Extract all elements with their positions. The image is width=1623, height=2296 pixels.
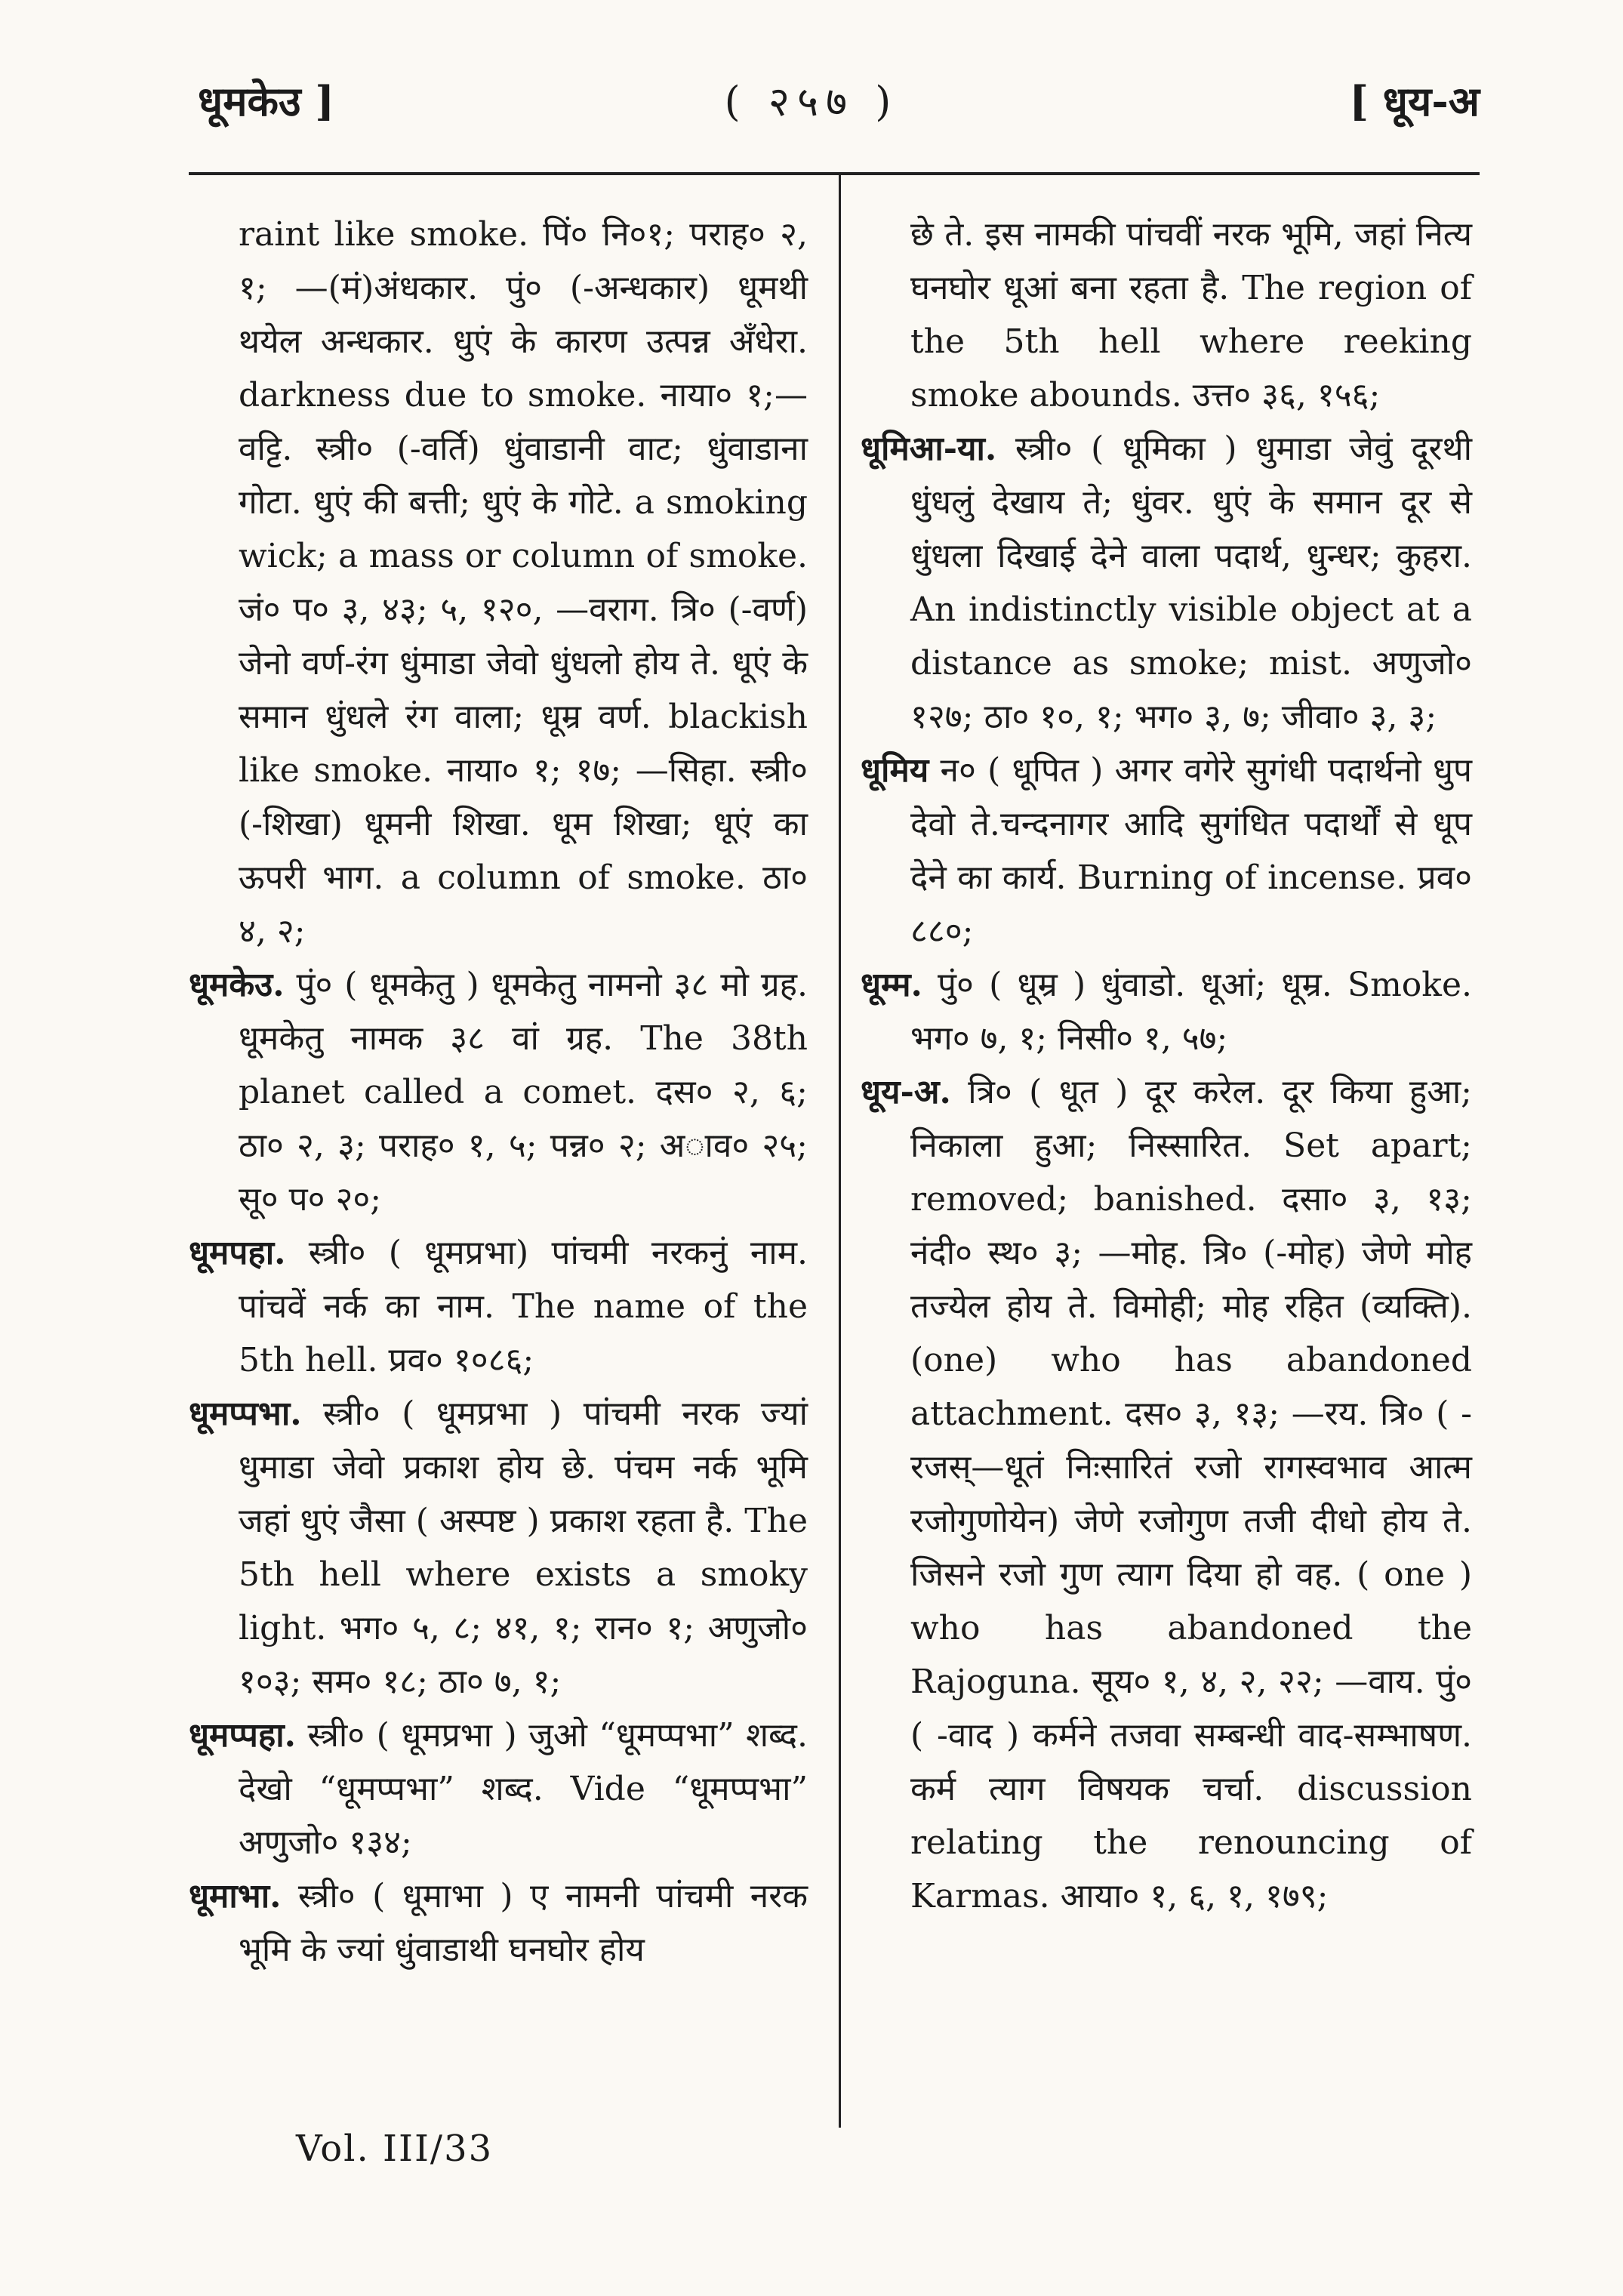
entry-text: छे ते. इस नामकी पांचवीं नरक भूमि, जहां नित्य घनघोर धूआं बना रहता है. The region of the 5th hell where reeking smoke abounds. उत्त० ३६, १५६; xyxy=(910,215,1472,415)
entry-text: स्त्री० ( धूमप्रभा ) पांचमी नरक ज्यां धुमाडा जेवो प्रकाश होय छे. पंचम नर्क भूमि जहां धुएं जैसा ( अस्पष्ट ) प्रकाश रहता है. The 5th hell where exists a smoky light. भग० ५, ८; ४१, १; रान० १; अणुजो० १०३; सम० १८; ठा० ७, १; xyxy=(239,1395,808,1701)
dictionary-entry xyxy=(189,958,808,1226)
right-column xyxy=(861,208,1472,1923)
header-rule xyxy=(189,172,1480,175)
entry-text: पुं० ( धूम्र ) धुंवाडो. धूआं; धूम्र. Smoke. भग० ७, १; निसी० १, ५७; xyxy=(910,966,1472,1058)
header-last-headword: [ धूय-अ xyxy=(1349,77,1480,125)
entry-text: स्त्री० ( धूमप्रभा ) जुओ “धूमप्पभा” शब्द. देखो “धूमप्पभा” शब्द. Vide “धूमप्पभा” अणुजो० १३४; xyxy=(239,1716,808,1862)
dictionary-entry xyxy=(189,1709,808,1869)
entry-headword: धूमकेउ. xyxy=(189,966,285,1004)
column-divider xyxy=(839,172,841,2128)
entry-text: स्त्री० ( धूमप्रभा) पांचमी नरकनुं नाम. पांचवें नर्क का नाम. The name of the 5th hell. प्रव० १०८६; xyxy=(239,1234,808,1379)
entry-text: पुं० ( धूमकेतु ) धूमकेतु नामनो ३८ मो ग्रह. धूमकेतु नामक ३८ वां ग्रह. The 38th planet called a comet. दस० २, ६; ठा० २, ३; पराह० १, ५; पन्न० २; अाव० २५; सू० प० २०; xyxy=(239,966,808,1219)
entry-text: स्त्री० ( धूमिका ) धुमाडा जेवुं दूरथी धुंधलुं देखाय ते; धुंवर. धुएं के समान दूर से धुंधला दिखाई देने वाला पदार्थ, धुन्धर; कुहरा. An indistinctly visible object at a distance as smoke; mist. अणुजो० १२७; ठा० १०, १; भग० ३, ७; जीवा० ३, ३; xyxy=(910,430,1472,736)
dictionary-entry xyxy=(189,1226,808,1387)
entry-continuation xyxy=(861,208,1472,422)
entry-text: raint like smoke. पिं० नि०१; पराह० २, १; —(मं)अंधकार. पुं० (-अन्धकार) धूमथी थयेल अन्धकार. धुएं के कारण उत्पन्न अँधेरा. darkness due to smoke. नाया० १;—वट्टि. स्त्री० (-वर्ति) धुंवाडानी वाट; धुंवाडाना गोटा. धुएं की बत्ती; धुएं के गोटे. a smoking wick; a mass or column of smoke. जं० प० ३, ४३; ५, १२०, —वराग. त्रि० (-वर्ण) जेनो वर्ण-रंग धुंमाडा जेवो धुंधलो होय ते. धूएं के समान धुंधले रंग वाला; धूम्र वर्ण. blackish like smoke. नाया० १; १७; —सिहा. स्त्री० (-शिखा) धूमनी शिखा. धूम शिखा; धूएं का ऊपरी भाग. a column of smoke. ठा० ४, २; xyxy=(239,215,808,951)
entry-text: त्रि० ( धूत ) दूर करेल. दूर किया हुआ; निकाला हुआ; निस्सारित. Set apart; removed; banished. दसा० ३, १३; नंदी० स्थ० ३; —मोह. त्रि० (-मोह) जेणे मोह तज्येल होय ते. विमोही; मोह रहित (व्यक्ति). (one) who has abandoned attachment. दस० ३, १३; —रय. त्रि० ( -रजस्—धूतं निःसारितं रजो रागस्वभाव आत्म रजोगुणोयेन) जेणे रजोगुण तजी दीधो होय ते. जिसने रजो गुण त्याग दिया हो वह. ( one ) who has abandoned the Rajoguna. सूय० १, ४, २, २२; —वाय. पुं० ( -वाद ) कर्मने तजवा सम्बन्धी वाद-सम्भाषण. कर्म त्याग विषयक चर्चा. discussion relating the renouncing of Karmas. आया० १, ६, १, १७९; xyxy=(910,1073,1472,1915)
entry-headword: धूमप्पभा. xyxy=(189,1395,302,1433)
entry-headword: धूय-अ. xyxy=(861,1073,951,1111)
entry-text: स्त्री० ( धूमाभा ) ए नामनी पांचमी नरक भूमि के ज्यां धुंवाडाथी घनघोर होय xyxy=(239,1877,808,1969)
entry-continuation xyxy=(189,208,808,958)
header-first-headword: धूमकेउ ] xyxy=(198,77,334,125)
entry-headword: धूमपहा. xyxy=(189,1234,286,1272)
dictionary-entry xyxy=(189,1387,808,1709)
entry-headword: धूमिय xyxy=(861,751,929,790)
dictionary-entry xyxy=(861,422,1472,744)
left-column xyxy=(189,208,808,1977)
page-number: ( २५७ ) xyxy=(724,78,899,125)
entry-headword: धूमप्पहा. xyxy=(189,1716,296,1755)
dictionary-entry xyxy=(861,958,1472,1065)
entry-headword: धूम्म. xyxy=(861,966,922,1004)
entry-text: न० ( धूपित ) अगर वगेरे सुगंधी पदार्थनो धुप देवो ते.चन्दनागर आदि सुगंधित पदार्थों से धूप देने का कार्य. Burning of incense. प्रव० ८८०; xyxy=(910,751,1472,951)
volume-footer: Vol. III/33 xyxy=(296,2128,494,2170)
entry-headword: धूमाभा. xyxy=(189,1877,282,1915)
dictionary-entry xyxy=(189,1869,808,1977)
page-header xyxy=(0,72,1623,140)
dictionary-entry xyxy=(861,1065,1472,1923)
entry-headword: धूमिआ-या. xyxy=(861,430,997,468)
dictionary-entry xyxy=(861,744,1472,958)
